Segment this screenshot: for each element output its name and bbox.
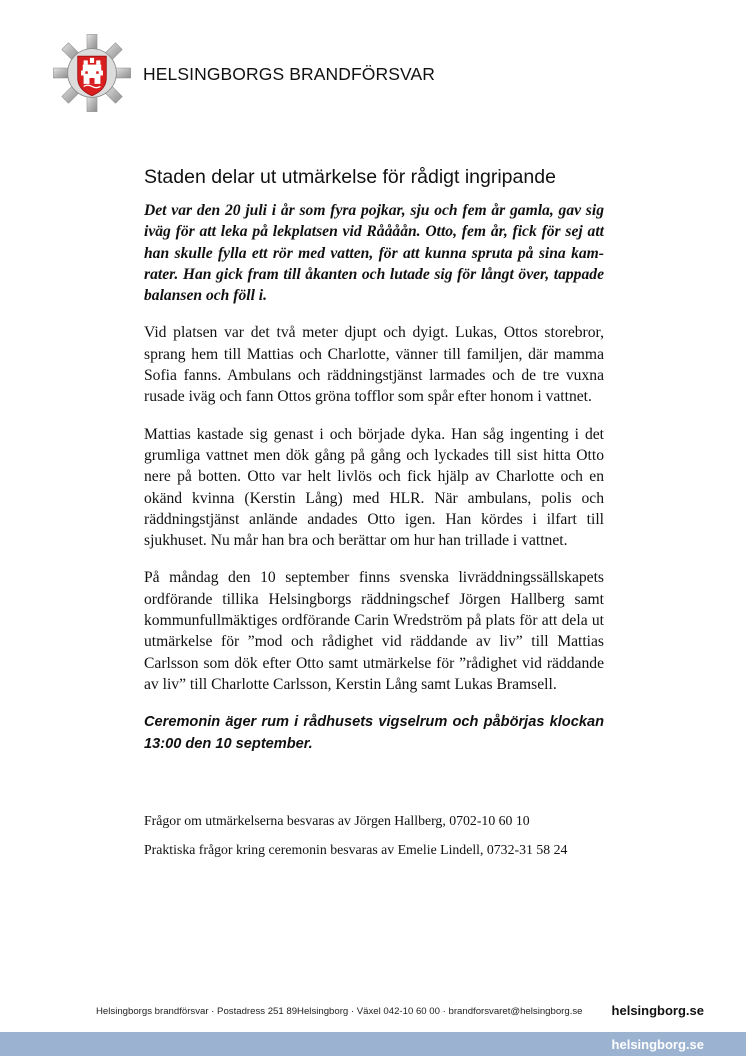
footer-website-link[interactable]: helsingborg.se — [611, 1003, 704, 1018]
ceremony-note: Ceremonin äger rum i rådhusets vigselrum och påbörjas klockan 13:00 den 10 september. — [144, 714, 604, 753]
contact-line-ceremony: Praktiska frågor kring ceremonin besvaras av Emelie Lindell, 0732-31 58 24 — [144, 842, 568, 857]
fire-brigade-star-emblem-icon — [50, 31, 134, 115]
page-title: Staden delar ut utmärkelse för rådigt ingripande — [144, 166, 556, 188]
body-paragraph: Vid platsen var det två meter djupt och dyigt. Lukas, Ottos storebror, sprang hem till Mattias och Charlotte, vänner till familjen, där mamma Sofia fanns. Ambulans och räddningstjänst larmades och de tre vuxna rusade iväg och fann Ottos gröna tofflor som spår efter honom i vattnet. — [144, 324, 604, 406]
body-paragraph: På måndag den 10 september finns svenska livräddningssällskapets ordförande tillika Helsingborgs räddningschef Jörgen Hallberg samt kommunfullmäktiges ordförande Carin Wredström på plats för att dela ut utmärkelse för ”mod och rådighet vid räddande av liv” till Mattias Carlsson som dök efter Otto samt utmärkelse för ”rådighet vid räddande av liv” till Charlotte Carlsson, Kerstin Lång samt Lukas Bramsell. — [144, 569, 604, 693]
body-paragraph: Mattias kastade sig genast i och började dyka. Han såg ingenting i det grumliga vattnet men dök gång på gång och lyckades till sist hitta Otto nere på botten. Otto var helt livlös och fick hjälp av Charlotte och en okänd kvinna (Kerstin Lång) med HLR. När ambulans, polis och räddningstjänst anlände andades Otto igen. Han kördes i ilfart till sjukhuset. Nu mår han bra och berättar om hur han trillade i vattnet. — [144, 425, 604, 550]
footer-band-website[interactable]: helsingborg.se — [611, 1037, 704, 1052]
footer-band — [0, 1032, 746, 1056]
footer-address: Helsingborgs brandförsvar · Postadress 251 89Helsingborg · Växel 042-10 60 00 · brandforsvaret@helsingborg.se — [96, 1006, 583, 1017]
letterhead — [50, 28, 435, 118]
contact-line-awards: Frågor om utmärkelserna besvaras av Jörgen Hallberg, 0702-10 60 10 — [144, 813, 530, 828]
press-release-body — [144, 166, 604, 755]
contact-info — [144, 813, 624, 871]
lead-paragraph: Det var den 20 juli i år som fyra pojkar, sju och fem år gamla, gav sig iväg för att leka på lekplatsen vid Råååån. Otto, fem år, fick för sej att han skulle fylla ett rör med vatten, för att kunna spruta på sina kamrater. Han gick fram till åkanten och lutade sig för långt över, tappade balansen och föll i. — [144, 202, 604, 305]
organization-name: HELSINGBORGS BRANDFÖRSVAR — [143, 64, 435, 84]
